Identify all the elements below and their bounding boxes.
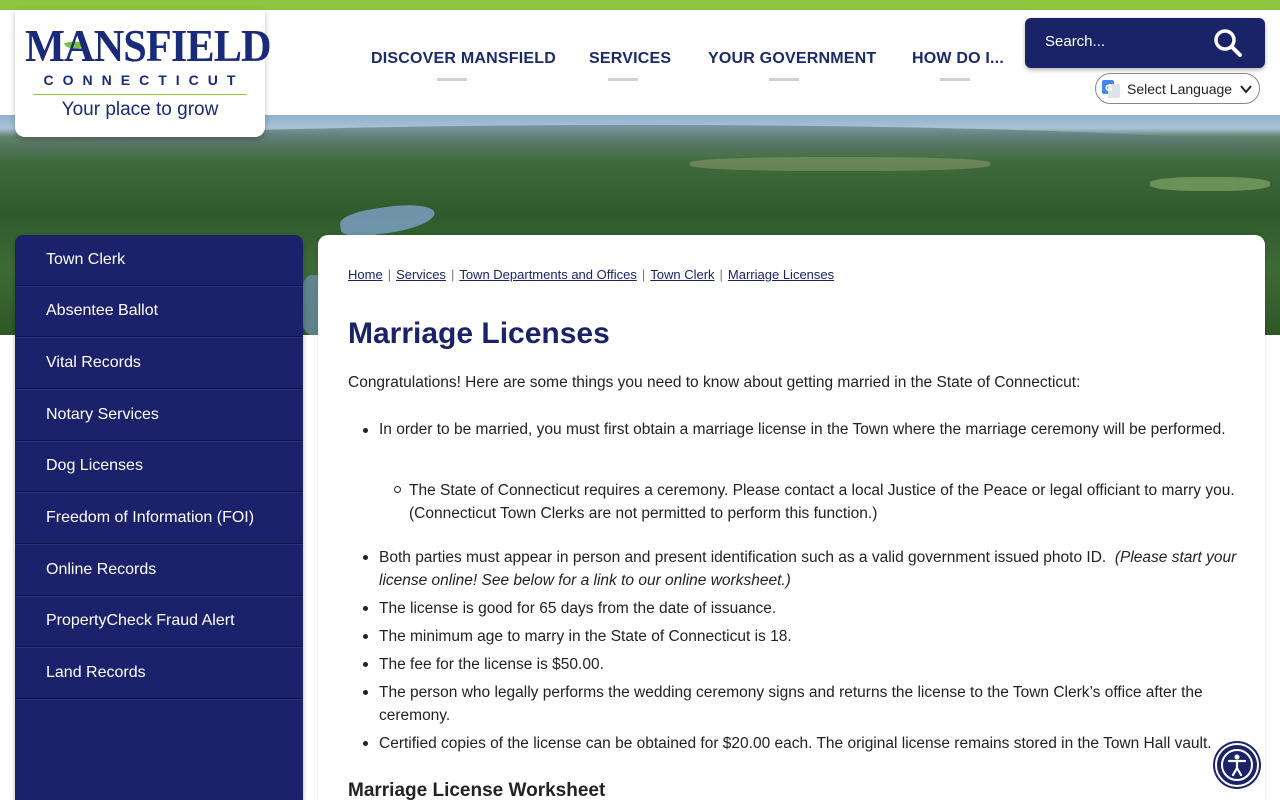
language-select[interactable] bbox=[1095, 73, 1260, 104]
google-translate-icon bbox=[1102, 80, 1120, 98]
nav-services[interactable] bbox=[589, 50, 671, 68]
nav-label: DISCOVER MANSFIELD bbox=[371, 50, 556, 67]
site-logo[interactable] bbox=[15, 10, 271, 137]
logo-name: MANSFIELD bbox=[25, 20, 271, 71]
sidebar-item-land-records[interactable] bbox=[15, 648, 303, 699]
sidebar-item-notary-services[interactable] bbox=[15, 390, 303, 441]
logo-state: CONNECTICUT bbox=[43, 72, 245, 88]
sidebar-item-label: Land Records bbox=[46, 664, 146, 681]
svg-text:G: G bbox=[1105, 84, 1113, 94]
logo-tagline: Your place to grow bbox=[61, 99, 219, 120]
sidebar-item-absentee-ballot[interactable] bbox=[15, 286, 303, 337]
breadcrumb-home[interactable]: Home bbox=[348, 267, 383, 282]
sidebar-nav bbox=[15, 235, 303, 800]
list-item: The license is good for 65 days from the date of issuance. bbox=[379, 600, 777, 617]
sidebar-item-dog-licenses[interactable] bbox=[15, 441, 303, 492]
sidebar-item-label: Dog Licenses bbox=[46, 457, 143, 474]
breadcrumb-services[interactable]: Services bbox=[396, 267, 446, 282]
sidebar-item-propertycheck[interactable] bbox=[15, 596, 303, 647]
list-item: The person who legally performs the wedding ceremony signs and returns the license to the Town Clerk’s office after the ceremony. bbox=[379, 684, 1203, 724]
breadcrumb: Home | Services | Town Departments and Offices | Town Clerk | Marriage Licenses bbox=[348, 267, 835, 282]
top-accent-bar bbox=[0, 0, 1280, 10]
nav-label: SERVICES bbox=[589, 50, 672, 67]
breadcrumb-town-departments[interactable]: Town Departments and Offices bbox=[459, 267, 637, 282]
sidebar-item-label: Notary Services bbox=[46, 406, 159, 423]
nav-discover-mansfield[interactable] bbox=[371, 50, 556, 68]
nav-your-government[interactable] bbox=[708, 50, 876, 68]
sidebar-item-label: Freedom of Information (FOI) bbox=[46, 509, 255, 526]
list-item: The minimum age to marry in the State of Connecticut is 18. bbox=[379, 628, 792, 645]
search-input[interactable] bbox=[1045, 33, 1205, 50]
nav-how-do-i[interactable] bbox=[912, 50, 1004, 68]
nav-label: HOW DO I... bbox=[912, 50, 1004, 67]
sidebar-item-label: Absentee Ballot bbox=[46, 302, 159, 319]
sidebar-item-foi[interactable] bbox=[15, 493, 303, 544]
nav-label: YOUR GOVERNMENT bbox=[708, 50, 877, 67]
breadcrumb-marriage-licenses[interactable]: Marriage Licenses bbox=[727, 267, 835, 282]
section-heading: Marriage License Worksheet bbox=[348, 780, 606, 800]
main-content bbox=[318, 235, 1265, 800]
list-item: The fee for the license is $50.00. bbox=[379, 656, 604, 673]
page-title: Marriage Licenses bbox=[348, 317, 610, 350]
accessibility-icon bbox=[1217, 745, 1257, 785]
accessibility-button[interactable] bbox=[1215, 743, 1259, 787]
list-item: The State of Connecticut requires a ceremony. Please contact a local Justice of the Peace or legal officiant to marry you. (Connecticut Town Clerks are not permitted to perform this function.) bbox=[409, 482, 1235, 522]
intro-text: Congratulations! Here are some things you need to know about getting married in the State of Connecticut: bbox=[348, 374, 1081, 391]
list-item: Certified copies of the license can be obtained for $20.00 each. The original license remains stored in the Town Hall vault. bbox=[379, 735, 1212, 752]
sidebar-item-vital-records[interactable] bbox=[15, 338, 303, 389]
list-item: In order to be married, you must first obtain a marriage license in the Town where the marriage ceremony will be performed. bbox=[379, 421, 1226, 438]
sidebar-item-label: Vital Records bbox=[46, 354, 141, 371]
sidebar-item-label: Online Records bbox=[46, 561, 157, 578]
sidebar-item-label: Town Clerk bbox=[46, 251, 126, 268]
breadcrumb-town-clerk[interactable]: Town Clerk bbox=[650, 267, 715, 282]
language-label: Select Language bbox=[1127, 81, 1233, 97]
search-icon[interactable] bbox=[1213, 28, 1243, 58]
sidebar-item-label: PropertyCheck Fraud Alert bbox=[46, 612, 235, 629]
sidebar-item-online-records[interactable] bbox=[15, 545, 303, 596]
chevron-down-icon bbox=[1240, 84, 1252, 94]
sidebar-item-town-clerk[interactable] bbox=[15, 235, 303, 286]
list-item: Both parties must appear in person and present identification such as a valid government issued photo ID. (Please start your license online! See below for a link to our online worksheet.) bbox=[379, 549, 1237, 589]
